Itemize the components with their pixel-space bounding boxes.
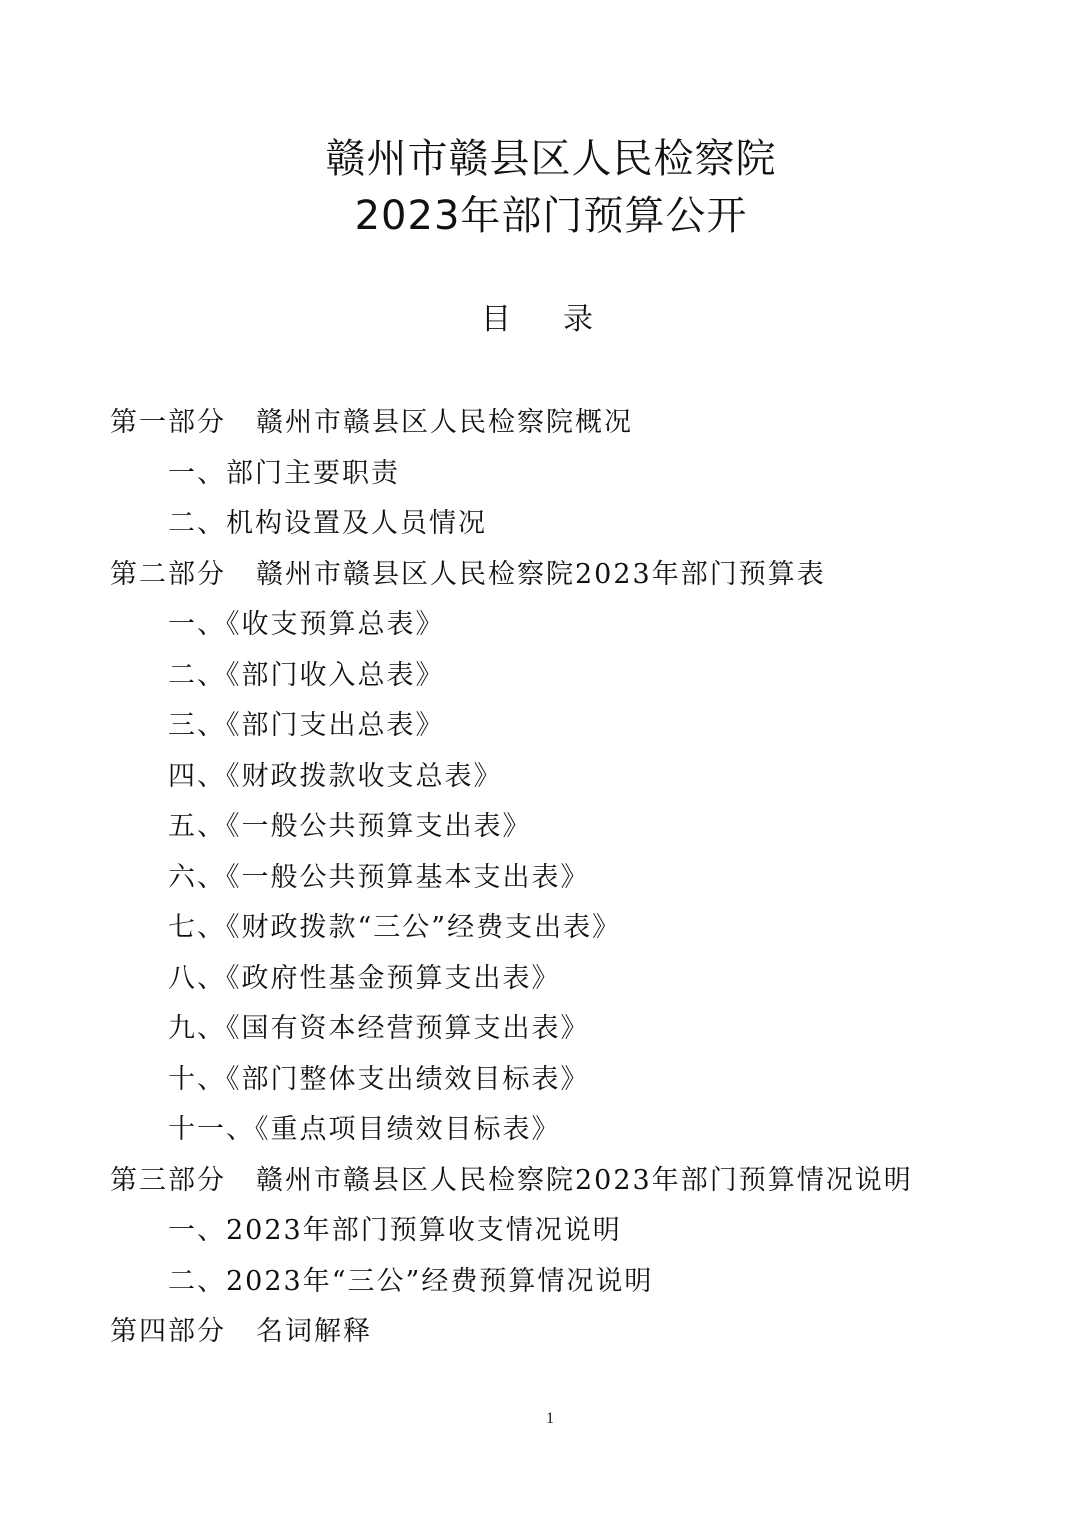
toc-part-title: 赣州市赣县区人民检察院2023年部门预算表 [256,558,826,590]
toc-part-3 [0,1156,1074,1207]
toc-part-4 [0,1307,1074,1358]
toc-item-2-3: 三、《部门支出总表》 [168,710,445,741]
document-title: 赣州市赣县区人民检察院 [325,136,777,182]
toc-part-label: 第一部分 [110,407,226,438]
document-subtitle: 2023年部门预算公开 [354,193,748,239]
toc-item-2-6: 六、《一般公共预算基本支出表》 [168,861,590,893]
toc-part-title: 赣州市赣县区人民检察院2023年部门预算情况说明 [256,1164,913,1196]
toc-part-1 [0,398,1074,449]
toc-part-label: 第二部分 [110,558,226,590]
toc-item-2-2: 二、《部门收入总表》 [168,659,445,691]
toc-item-2-4: 四、《财政拨款收支总表》 [168,760,503,792]
toc-item-3-1: 一、2023年部门预算收支情况说明 [168,1215,622,1246]
page-number: 1 [546,1410,554,1427]
toc-item-1-2: 二、机构设置及人员情况 [168,508,487,539]
toc-part-label: 第四部分 [110,1316,226,1347]
toc-item-2-7: 七、《财政拨款“三公”经费支出表》 [168,912,622,943]
toc-heading: 目录 [481,302,645,337]
toc-item-3-2: 二、2023年“三公”经费预算情况说明 [168,1265,654,1297]
toc-item-2-10: 十、《部门整体支出绩效目标表》 [168,1063,590,1095]
toc-part-title: 名词解释 [256,1316,372,1347]
toc-part-label: 第三部分 [110,1164,226,1196]
toc-part-title: 赣州市赣县区人民检察院概况 [256,407,633,438]
toc-item-2-8: 八、《政府性基金预算支出表》 [168,962,561,994]
toc-item-2-1: 一、《收支预算总表》 [168,609,445,640]
toc-item-2-9: 九、《国有资本经营预算支出表》 [168,1013,590,1044]
toc-item-2-5: 五、《一般公共预算支出表》 [168,811,532,842]
toc-item-2-11: 十一、《重点项目绩效目标表》 [168,1114,561,1145]
toc-part-2 [0,550,1074,601]
toc-item-1-1: 一、部门主要职责 [168,457,400,489]
table-of-contents [0,398,1074,1358]
